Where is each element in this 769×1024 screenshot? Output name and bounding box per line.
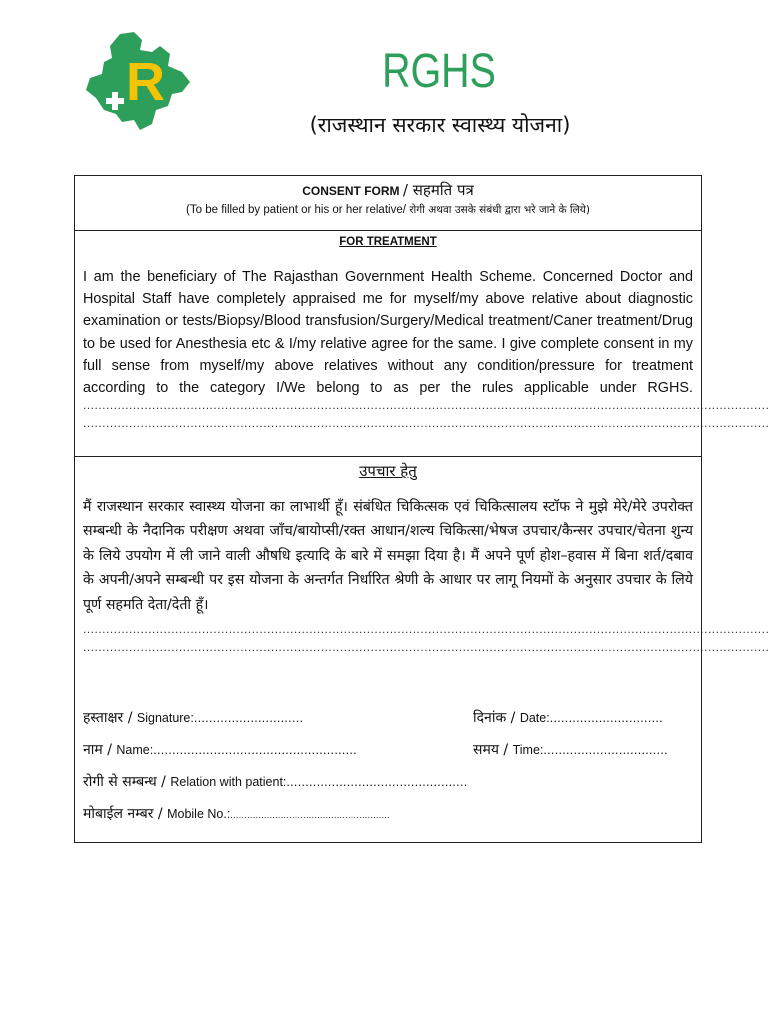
- name-label-en: Name:: [116, 743, 154, 757]
- page-subtitle: (राजस्थान सरकार स्वास्थ्य योजना): [309, 113, 571, 137]
- relation-label-en: Relation with patient:: [170, 775, 287, 789]
- consent-form-instruction: [75, 201, 701, 219]
- time-label-hi: समय /: [473, 742, 513, 758]
- relation-field[interactable]: [83, 772, 468, 792]
- hindi-treatment-heading: [75, 459, 701, 483]
- date-fill-line[interactable]: ..............................: [549, 711, 663, 725]
- time-label-en: Time:: [512, 743, 544, 757]
- signature-label-en: Signature:: [136, 711, 194, 725]
- relation-label-hi: रोगी से सम्बन्ध /: [83, 774, 171, 790]
- time-field[interactable]: [473, 740, 668, 760]
- english-dotted-line-1[interactable]: ...................................................................................................................................................................................: [83, 398, 769, 413]
- hindi-consent-paragraph: मैं राजस्थान सरकार स्वास्थ्य योजना का लाभार्थी हूँ। संबंधित चिकित्सक एवं चिकित्सालय स्टॉफ ने मुझे मेरे/मेरे उपरोक्त सम्बन्धी के नैदानिक परीक्षण अथवा जाँच/बायोप्सी/रक्त आधान/शल्य चिकित्सा/भेषज उपचार/कैन्सर उपचार/चेतना शुन्य के लिये उपयोग में ली जाने वाली औषधि इत्यादि के बारे में समझा दिया है। मैं अपने पूर्ण होश–हवास में बिना शर्त/दबाव के अपनी/अपने सम्बन्धी पर इस योजना के अन्तर्गत निर्धारित श्रेणी के आधार पर लागू नियमों के अनुसार उपचार के लिये पूर्ण सहमति देता/देती हूँ।: [83, 499, 693, 613]
- page-title: RGHS: [382, 45, 496, 98]
- mobile-label-en: Mobile No.:: [167, 807, 231, 821]
- english-consent-section: [75, 231, 769, 457]
- consent-form-box: [74, 175, 769, 843]
- english-consent-paragraph: I am the beneficiary of The Rajasthan Government Health Scheme. Concerned Doctor and Hospital Staff have completely appraised me for myself/my above relative about diagnostic examination or tests/Biopsy/Blood transfusion/Surgery/Medical treatment/Caner treatment/Drug to be used for Anesthesia etc & I/my relative agree for the same. I give complete consent in my full sense from myself/my above relatives without any condition/pressure for treatment according to the category I/We belong to as per the rules applicable under RGHS.: [83, 269, 693, 397]
- hindi-dotted-line-2[interactable]: ...................................................................................................................................................................................: [83, 640, 769, 655]
- name-field[interactable]: [83, 740, 357, 760]
- rghs-logo-icon: [82, 30, 194, 134]
- time-fill-line[interactable]: .................................: [543, 743, 668, 757]
- hindi-treatment-heading-text: उपचार हेतु: [359, 462, 417, 480]
- english-dotted-line-2[interactable]: ...................................................................................................................................................................................: [83, 416, 769, 431]
- logo-letter: R: [126, 52, 165, 112]
- consent-form-instruction-hi: रोगी अथवा उसके संबंधी द्वारा भरे जाने के लिये): [405, 204, 590, 216]
- mobile-field[interactable]: [83, 804, 390, 825]
- date-field[interactable]: [473, 708, 663, 728]
- name-fill-line[interactable]: ......................................................: [153, 743, 357, 757]
- relation-fill-line[interactable]: ................................................: [286, 775, 468, 789]
- mobile-label-hi: मोबाईल नम्बर /: [83, 806, 168, 822]
- signature-field[interactable]: [83, 708, 303, 728]
- consent-form-title-hi: / सहमति पत्र: [402, 181, 474, 199]
- mobile-fill-line[interactable]: .........................................................: [230, 810, 390, 820]
- consent-form-instruction-en: (To be filled by patient or his or her relative/: [186, 204, 406, 216]
- signature-label-hi: हस्ताक्षर /: [83, 710, 137, 726]
- consent-form-title-en: CONSENT FORM: [302, 184, 400, 198]
- name-label-hi: नाम /: [83, 742, 117, 758]
- hindi-consent-section: [75, 457, 769, 843]
- date-label-hi: दिनांक /: [473, 710, 520, 726]
- signature-fill-line[interactable]: .............................: [193, 711, 304, 725]
- consent-form-header: [75, 176, 701, 231]
- for-treatment-heading: FOR TREATMENT: [339, 236, 437, 248]
- hindi-dotted-line-1[interactable]: ...................................................................................................................................................................................: [83, 622, 769, 637]
- date-label-en: Date:: [519, 711, 550, 725]
- consent-form-title: [75, 180, 701, 201]
